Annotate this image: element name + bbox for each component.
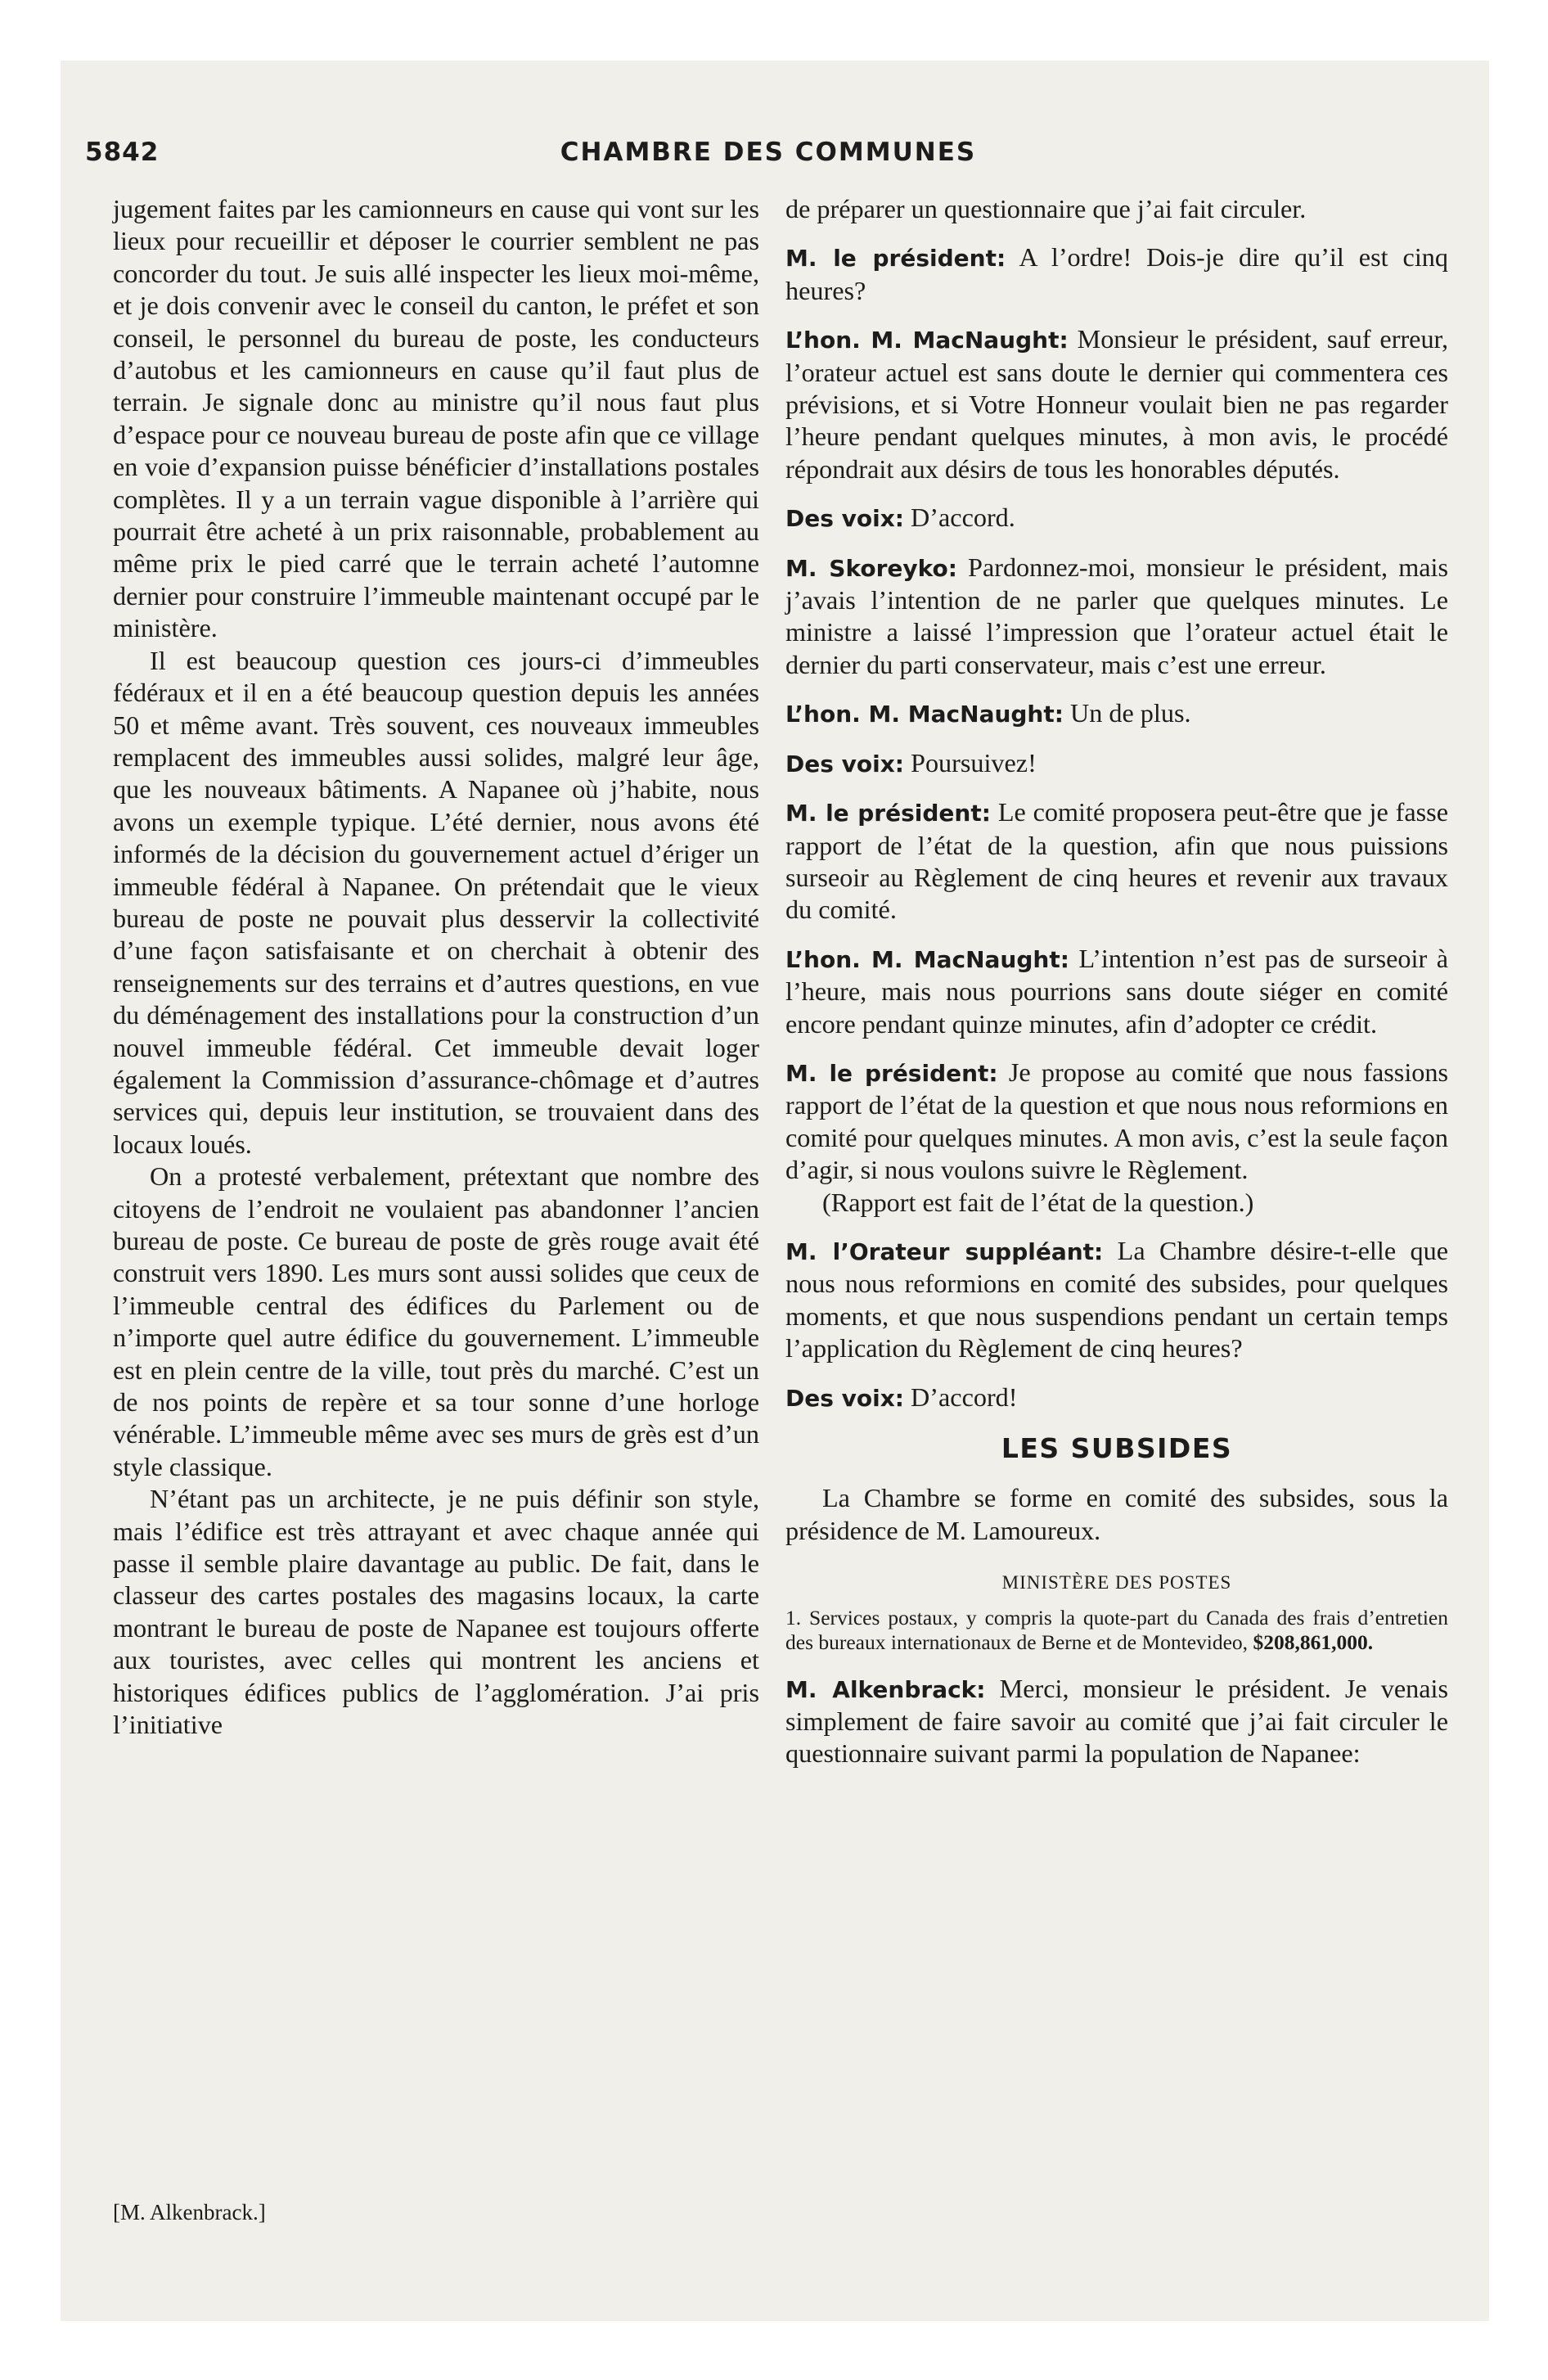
speech (785, 697, 1448, 730)
paragraph: jugement faites par les camionneurs en cause qui vont sur les lieux pour recueillir et déposer le courrier semblent ne pas concorder du tout. Je suis allé inspecter les lieux moi-même, et je dois convenir avec le conseil du canton, le préfet et son conseil, le personnel du bureau de poste, les conducteurs d’autobus et les camionneurs en cause qu’il faut plus de terrain. Je signale donc au ministre qu’il nous faut plus d’espace pour ce nouveau bureau de poste afin que ce village en voie d’expansion puisse bénéficier d’installations postales complètes. Il y a un terrain vague disponible à l’arrière qui pourrait être acheté à un prix raisonnable, probablement au même prix le pied carré que le terrain acheté l’automne dernier pour construire l’immeuble maintenant occupé par le ministère. (113, 194, 759, 643)
speech-text: Un de plus. (1070, 698, 1191, 728)
speech (785, 241, 1448, 307)
speaker-name: L’hon. M. MacNaught: (785, 701, 1064, 728)
ministry-heading: MINISTÈRE DES POSTES (1001, 1572, 1232, 1593)
speech-text: Pardonnez-moi, monsieur le président, mais j’avais l’intention de ne parler que quelques minutes. Le ministre a laissé l’impression que l’orateur actuel était le dernier du parti conservateur, mais c’est une erreur. (785, 552, 1448, 679)
speech-text: D’accord. (911, 503, 1015, 533)
speaker-name: M. Alkenbrack: (785, 1675, 986, 1703)
speech (785, 1382, 1448, 1414)
speaker-name: M. le président: (785, 800, 991, 827)
vote-item-text: 1. Services postaux, y compris la quote-part du Canada des frais d’entretien des bureaux internationaux de Berne et de Montevideo, (785, 1605, 1448, 1654)
speech (785, 323, 1448, 485)
speech (785, 502, 1448, 534)
speech-text: Poursuivez! (911, 747, 1037, 778)
speech (785, 796, 1448, 926)
speech-text: D’accord! (911, 1382, 1018, 1412)
speech (785, 747, 1448, 780)
speech-text: A l’ordre! Dois-je dire qu’il est cinq heures? (785, 242, 1448, 305)
speech-text: Monsieur le président, sauf erreur, l’orateur actuel est sans doute le dernier qui commentera ces prévisions, et si Votre Honneur voulait bien ne pas regarder l’heure pendant quelques minutes, à mon avis, le procédé répondrait aux désirs de tous les honorables députés. (785, 324, 1449, 484)
paragraph: On a protesté verbalement, prétextant que nombre des citoyens de l’endroit ne voulaient pas abandonner l’ancien bureau de poste. Ce bureau de poste de grès rouge avait été construit vers 1890. Les murs sont aussi solides que ceux de l’immeuble central des édifices du Parlement ou de n’importe quel autre édifice du gouvernement. L’immeuble est en plein centre de la ville, tout près du marché. C’est un de nos points de repère et sa tour sonne d’une horloge vénérable. L’immeuble même avec ses murs de grès est d’un style classique. (113, 1161, 759, 1481)
speech-text: La Chambre désire-t-elle que nous nous reformions en comité des subsides, pour quelques moments, et que nous suspendions pendant un certain temps l’application du Règlement de cinq heures? (785, 1235, 1448, 1364)
section-intro: La Chambre se forme en comité des subsides, sous la présidence de M. Lamoureux. (785, 1483, 1448, 1545)
speaker-name: L’hon. M. MacNaught: (785, 945, 1069, 973)
right-column (785, 193, 1448, 1770)
speaker-name: Des voix: (785, 750, 904, 778)
speech (785, 1057, 1448, 1187)
page-header (85, 137, 1451, 175)
section-title: LES SUBSIDES (1001, 1432, 1233, 1464)
speech-text: Je propose au comité que nous fassions rapport de l’état de la question et que nous nous reformions en comité pour quelques minutes. A mon avis, c’est la seule façon d’agir, si nous voulons suivre le Règlement. (785, 1057, 1448, 1185)
vote-item (785, 1606, 1448, 1655)
vote-item-amount: $208,861,000. (1253, 1629, 1374, 1654)
speaker-name: M. le président: (785, 245, 1006, 273)
speech (785, 1235, 1448, 1365)
speech (785, 552, 1448, 682)
speaker-name: M. Skoreyko: (785, 554, 957, 582)
speaker-name: L’hon. M. MacNaught: (785, 327, 1069, 354)
left-column (113, 193, 759, 1742)
speech-text: L’intention n’est pas de surseoir à l’heure, mais nous pourrions sans doute siéger en comité encore pendant quinze minutes, afin d’adopter ce crédit. (785, 943, 1449, 1039)
page-number: 5842 (85, 137, 160, 167)
paragraph: N’étant pas un architecte, je ne puis définir son style, mais l’édifice est très attrayant et avec chaque année qui passe il semble plaire davantage au public. De fait, dans le classeur des cartes postales des magasins locaux, la carte montrant le bureau de poste de Napanee est toujours offerte aux touristes, avec celles qui montrent les anciens et historiques édifices publics de l’agglomération. J’ai pris l’initiative (113, 1484, 759, 1740)
speech-text: Le comité proposera peut-être que je fasse rapport de l’état de la question, afin que nous puissions surseoir au Règlement de cinq heures et revenir aux travaux du comité. (785, 797, 1448, 925)
report-note: (Rapport est fait de l’état de la question.) (822, 1187, 1254, 1217)
speaker-name: M. le président: (785, 1059, 998, 1087)
speech-text: Merci, monsieur le président. Je venais simplement de faire savoir au comité que j’ai fait circuler le questionnaire suivant parmi la population de Napanee: (785, 1673, 1449, 1769)
speaker-name: M. l’Orateur suppléant: (785, 1237, 1104, 1265)
speaker-footer: [M. Alkenbrack.] (113, 2200, 266, 2224)
speaker-name: Des voix: (785, 1384, 904, 1412)
paragraph: Il est beaucoup question ces jours-ci d’immeubles fédéraux et il en a été beaucoup question depuis les années 50 et même avant. Très souvent, ces nouveaux immeubles remplacent des immeubles aussi solides, malgré leur âge, que les nouveaux bâtiments. A Napanee où j’habite, nous avons un exemple typique. L’été dernier, nous avons été informés de la décision du gouvernement actuel d’ériger un immeuble fédéral à Napanee. On prétendait que le vieux bureau de poste ne pouvait plus desservir la collectivité d’une façon satisfaisante et on cherchait à obtenir des renseignements sur des terrains et d’autres questions, en vue du déménagement des installations pour la construction d’un nouvel immeuble fédéral. Cet immeuble devait loger également la Commission d’assurance-chômage et d’autres services qui, depuis leur institution, se trouvaient dans des locaux loués. (113, 645, 759, 1159)
running-title: CHAMBRE DES COMMUNES (560, 137, 977, 167)
paragraph: de préparer un questionnaire que j’ai fait circuler. (785, 194, 1307, 223)
speech (785, 1673, 1448, 1770)
speech (785, 943, 1448, 1040)
speaker-name: Des voix: (785, 505, 904, 533)
